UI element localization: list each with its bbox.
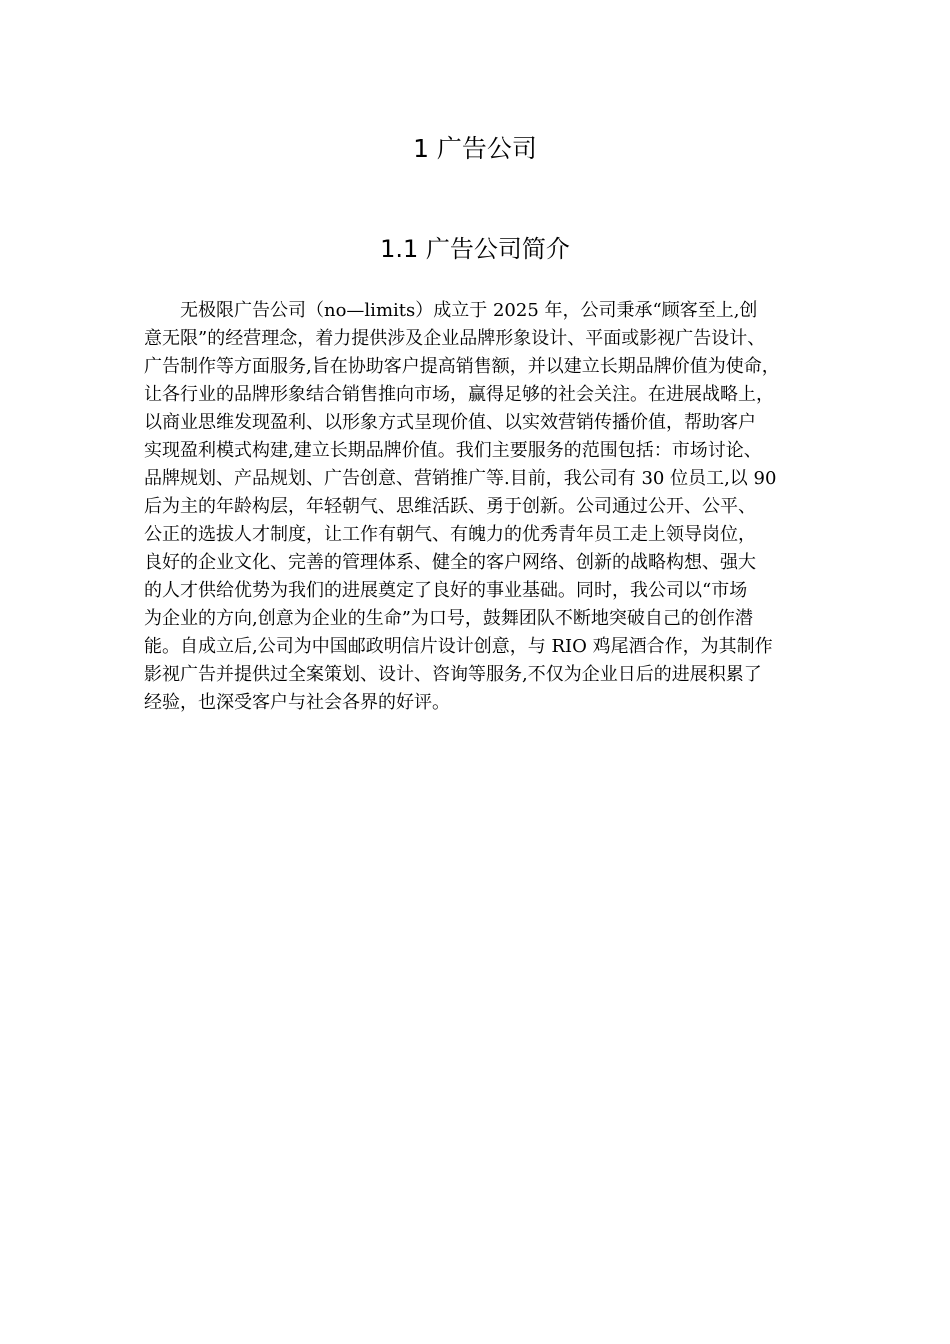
paragraph-line: 的人才供给优势为我们的进展奠定了良好的事业基础。同时，我公司以“市场 [144,580,748,601]
paragraph-line: 影视广告并提供过全案策划、设计、咨询等服务,不仅为企业日后的进展积累了 [144,664,762,685]
paragraph-line: 能。自成立后,公司为中国邮政明信片设计创意，与 RIO 鸡尾酒合作，为其制作 [144,636,773,657]
paragraph-line: 实现盈利模式构建,建立长期品牌价值。我们主要服务的范围包括：市场讨论、 [144,440,762,461]
section-title: 1.1 广告公司简介 [380,235,570,263]
chapter-title: 1 广告公司 [413,134,537,163]
paragraph-line: 公正的选拔人才制度，让工作有朝气、有魄力的优秀青年员工走上领导岗位， [144,524,756,545]
paragraph-line: 无极限广告公司（no—limits）成立于 2025 年，公司秉承“顾客至上,创 [180,300,758,321]
paragraph-line: 为企业的方向,创意为企业的生命”为口号，鼓舞团队不断地突破自己的创作潜 [144,608,753,629]
paragraph-line: 意无限”的经营理念，着力提供涉及企业品牌形象设计、平面或影视广告设计、 [144,328,766,349]
paragraph-line: 广告制作等方面服务,旨在协助客户提高销售额，并以建立长期品牌价值为使命， [144,356,780,377]
paragraph-line: 以商业思维发现盈利、以形象方式呈现价值、以实效营销传播价值，帮助客户 [144,412,756,433]
paragraph-line: 经验，也深受客户与社会各界的好评。 [144,692,450,713]
paragraph-line: 后为主的年龄构层，年轻朝气、思维活跃、勇于创新。公司通过公开、公平、 [144,496,756,517]
paragraph-line: 良好的企业文化、完善的管理体系、健全的客户网络、创新的战略构想、强大 [144,552,756,573]
company-intro-paragraph [144,297,824,717]
paragraph-line: 品牌规划、产品规划、广告创意、营销推广等.目前，我公司有 30 位员工,以 90 [144,468,777,489]
paragraph-line: 让各行业的品牌形象结合销售推向市场，赢得足够的社会关注。在进展战略上， [144,384,774,405]
